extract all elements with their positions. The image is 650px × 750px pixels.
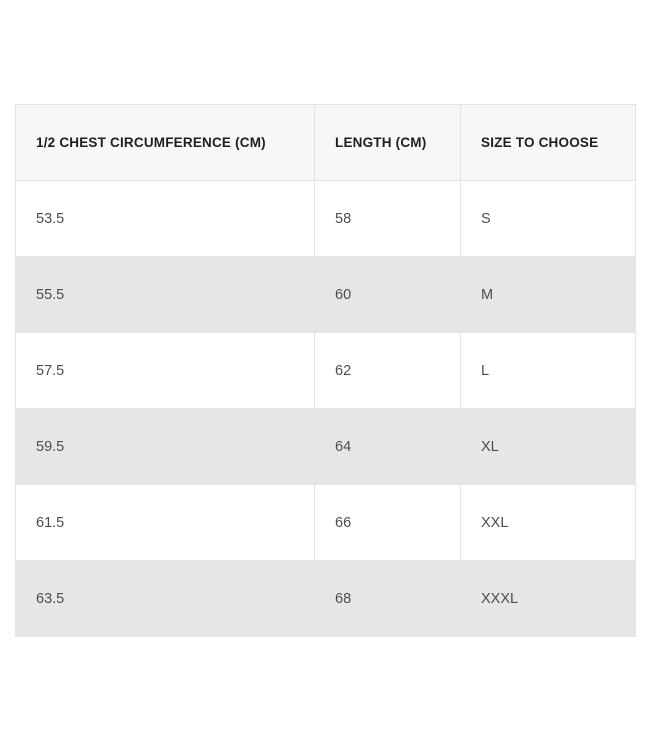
column-header-size-to-choose: SIZE TO CHOOSE [461, 105, 636, 181]
cell-length: 64 [315, 409, 461, 485]
cell-size: L [461, 333, 636, 409]
column-header-length: LENGTH (CM) [315, 105, 461, 181]
cell-length: 60 [315, 257, 461, 333]
table-row [16, 409, 636, 485]
cell-length: 68 [315, 561, 461, 637]
cell-size: XXL [461, 485, 636, 561]
cell-length: 62 [315, 333, 461, 409]
cell-length: 66 [315, 485, 461, 561]
cell-chest: 57.5 [16, 333, 315, 409]
size-chart-table [15, 104, 636, 637]
cell-chest: 63.5 [16, 561, 315, 637]
table-row [16, 561, 636, 637]
cell-chest: 61.5 [16, 485, 315, 561]
cell-chest: 59.5 [16, 409, 315, 485]
table-row [16, 181, 636, 257]
cell-size: S [461, 181, 636, 257]
table-header [16, 105, 636, 181]
table-row [16, 257, 636, 333]
cell-size: XL [461, 409, 636, 485]
table-row [16, 485, 636, 561]
cell-length: 58 [315, 181, 461, 257]
size-chart [15, 104, 635, 637]
cell-size: XXXL [461, 561, 636, 637]
table-body [16, 181, 636, 637]
table-row [16, 333, 636, 409]
header-row [16, 105, 636, 181]
column-header-chest-circumference: 1/2 CHEST CIRCUMFERENCE (CM) [16, 105, 315, 181]
cell-chest: 55.5 [16, 257, 315, 333]
cell-chest: 53.5 [16, 181, 315, 257]
cell-size: M [461, 257, 636, 333]
